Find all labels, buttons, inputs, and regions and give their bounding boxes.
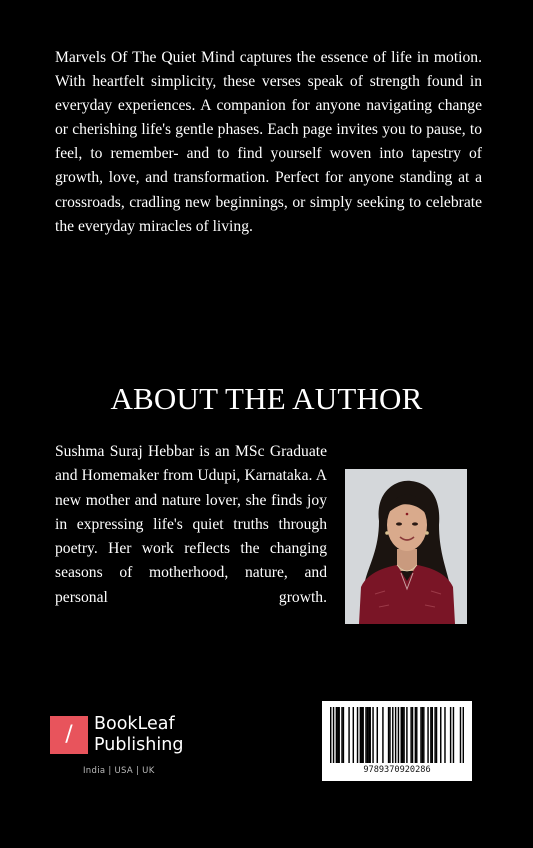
- barcode-bar: [427, 707, 428, 763]
- barcode-bar: [348, 707, 349, 763]
- barcode-bar: [436, 707, 437, 763]
- author-bio: Sushma Suraj Hebbar is an MSc Graduate and Homemaker from Udupi, Karnataka. A new mother and nature lover, she finds joy in expressing life's quiet truths through poetry. Her work reflects the changing seasons of motherhood, nature, and personal growth.: [55, 443, 327, 606]
- barcode-bar: [330, 707, 331, 763]
- barcode-bar: [382, 707, 383, 763]
- barcode-bar: [401, 707, 402, 763]
- barcode-bar: [450, 707, 451, 763]
- barcode-icon: [330, 707, 464, 763]
- barcode-bar: [398, 707, 399, 763]
- publisher-logo: [50, 716, 200, 786]
- barcode-bar: [420, 707, 421, 763]
- barcode-bar: [361, 707, 362, 763]
- barcode-bar: [343, 707, 344, 763]
- barcode-bar: [416, 707, 417, 763]
- author-photo: [345, 469, 467, 624]
- barcode-bar: [368, 707, 369, 763]
- barcode-bar: [422, 707, 423, 763]
- barcode-bar: [402, 707, 403, 763]
- barcode-bar: [453, 707, 454, 763]
- isbn-number: 9789370920286: [363, 765, 431, 775]
- barcode-bar: [377, 707, 378, 763]
- barcode-bar: [460, 707, 461, 763]
- barcode-bar: [415, 707, 416, 763]
- barcode-bar: [357, 707, 358, 763]
- barcode-bar: [388, 707, 389, 763]
- barcode-bar: [406, 707, 407, 763]
- barcode-bar: [410, 707, 411, 763]
- barcode-bar: [389, 707, 390, 763]
- barcode-bar: [395, 707, 396, 763]
- barcode-bar: [392, 707, 393, 763]
- barcode-bar: [338, 707, 339, 763]
- barcode-bar: [337, 707, 338, 763]
- barcode-bar: [434, 707, 435, 763]
- publisher-regions: India | USA | UK: [83, 766, 155, 776]
- book-blurb: Marvels Of The Quiet Mind captures the essence of life in motion. With heartfelt simplicity, these verses speak of strength found in everyday experiences. A companion for anyone navigating change or cherishing life's gentle phases. Each page invites you to pause, to feel, to remember- and to find yourself woven into tapestry of growth, love, and transformation. Perfect for anyone standing at a crossroads, cradling new beginnings, or simply seeking to celebrate the everyday miracles of living.: [55, 49, 482, 235]
- barcode-bar: [336, 707, 337, 763]
- barcode-bar: [333, 707, 334, 763]
- barcode-bar: [353, 707, 354, 763]
- barcode-bar: [367, 707, 368, 763]
- barcode-bar: [444, 707, 445, 763]
- barcode-bar: [423, 707, 424, 763]
- barcode-bar: [365, 707, 366, 763]
- publisher-name: BookLeaf Publishing: [94, 714, 184, 755]
- barcode-bar: [440, 707, 441, 763]
- barcode-bar: [372, 707, 373, 763]
- barcode-bar: [369, 707, 370, 763]
- barcode-bar: [403, 707, 404, 763]
- barcode-bar: [432, 707, 433, 763]
- barcode-bar: [412, 707, 413, 763]
- barcode-bar: [362, 707, 363, 763]
- barcode-bar: [341, 707, 342, 763]
- barcode-bar: [360, 707, 361, 763]
- barcode-bar: [463, 707, 464, 763]
- barcode-bar: [430, 707, 431, 763]
- isbn-barcode: [322, 701, 472, 781]
- slash-icon: /: [65, 722, 73, 747]
- about-author-heading: ABOUT THE AUTHOR: [110, 381, 423, 416]
